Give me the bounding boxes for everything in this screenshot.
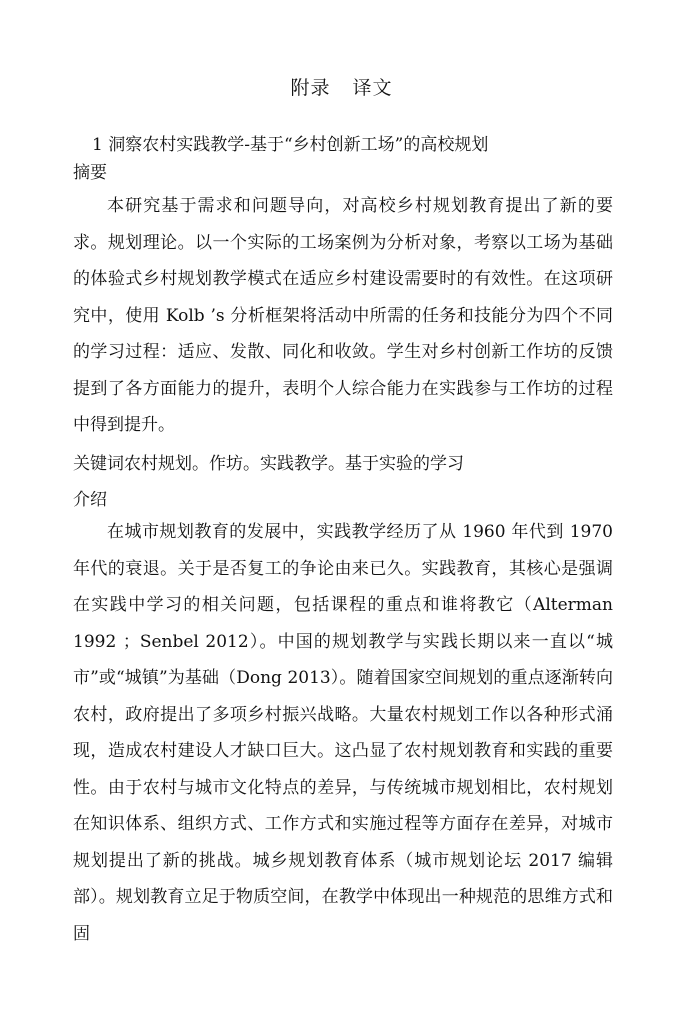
introduction-heading: 介绍 bbox=[73, 490, 107, 510]
abstract-paragraph: 本研究基于需求和问题导向，对高校乡村规划教育提出了新的要求。规划理论。以一个实际的工场案例为分析对象，考察以工场为基础的体验式乡村规划教学模式在适应乡村建设需要时的有效性。在这项研究中，使用 Kolb ’s 分析框架将活动中所需的任务和技能分为四个不同的学习过程：适应、发散、同化和收敛。学生对乡村创新工作坊的反馈提到了各方面能力的提升，表明个人综合能力在实践参与工作坊的过程中得到提升。 bbox=[73, 196, 613, 435]
paper-title: 1 洞察农村实践教学-基于“乡村创新工场”的高校规划 bbox=[92, 135, 489, 155]
appendix-title bbox=[0, 73, 683, 100]
abstract-heading: 摘要 bbox=[73, 163, 107, 183]
title-appendix: 附录 bbox=[290, 77, 331, 99]
keywords-line: 关键词农村规划。作坊。实践教学。基于实验的学习 bbox=[73, 454, 464, 474]
introduction-paragraph: 在城市规划教育的发展中，实践教学经历了从 1960 年代到 1970 年代的衰退。关于是否复工的争论由来已久。实践教育，其核心是强调在实践中学习的相关问题，包括课程的重点和谁将教它（Alterman 1992 ；Senbel 2012）。中国的规划教学与实践长期以来一直以“城市”或“城镇”为基础（Dong 2013）。随着国家空间规划的重点逐渐转向农村，政府提出了多项乡村振兴战略。大量农村规划工作以各种形式涌现，造成农村建设人才缺口巨大。这凸显了农村规划教育和实践的重要性。由于农村与城市文化特点的差异，与传统城市规划相比，农村规划在知识体系、组织方式、工作方式和实施过程等方面存在差异，对城市规划提出了新的挑战。城乡规划教育体系（城市规划论坛 2017 编辑部）。规划教育立足于物质空间，在教学中体现出一种规范的思维方式和固 bbox=[73, 522, 613, 944]
title-translation: 译文 bbox=[352, 77, 393, 99]
